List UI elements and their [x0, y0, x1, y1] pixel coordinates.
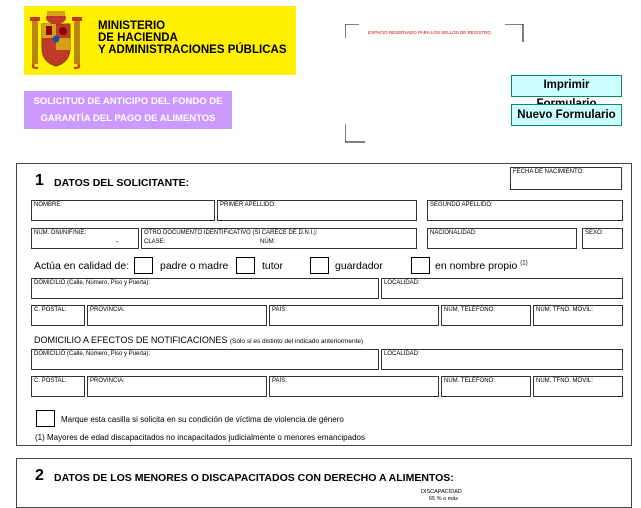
notifications-note: (Sólo si es distinto del indicado anteriormente) [229, 338, 364, 345]
notif-province-field[interactable] [87, 376, 267, 397]
country-field[interactable] [269, 305, 439, 326]
sex-label: SEXO: [585, 230, 604, 236]
phone-label: NÚM. TELÉFONO: [444, 307, 495, 313]
first-surname-label: PRIMER APELLIDO: [220, 202, 276, 208]
notif-province-label: PROVINCIA: [90, 378, 125, 384]
footnote: (1) Mayores de edad discapacitados no incapacitados judicialmente o menores emancipados [35, 433, 365, 442]
nationality-field[interactable] [427, 228, 577, 249]
notifications-heading [34, 335, 363, 345]
notif-address-label: DOMICILIO (Calle, Número, Piso y Puerta): [34, 351, 151, 357]
capacity-tutor-label: tutor [262, 260, 284, 272]
other-document-field[interactable] [141, 228, 417, 249]
notif-phone-field[interactable] [441, 376, 531, 397]
dni-field[interactable] [31, 228, 139, 249]
dni-label: NÚM. DNI/NIF/NIE: [34, 230, 86, 236]
gender-violence-checkbox[interactable] [36, 410, 55, 427]
notif-postal-code-field[interactable] [31, 376, 85, 397]
section-beneficiaries [16, 458, 632, 508]
capacity-guardian-checkbox[interactable] [310, 257, 329, 274]
ministry-line-2: DE HACIENDA [98, 32, 178, 44]
section-applicant-data [16, 163, 632, 446]
section-title: DATOS DEL SOLICITANTE: [54, 177, 190, 189]
address-field[interactable] [31, 278, 379, 299]
new-form-button[interactable]: Nuevo Formulario [511, 104, 622, 126]
notif-country-field[interactable] [269, 376, 439, 397]
disability-note: 65 % o más [429, 496, 459, 502]
postal-code-label: C. POSTAL: [34, 307, 67, 313]
notif-phone-label: NÚM. TELÉFONO: [444, 378, 495, 384]
coat-of-arms-icon [26, 8, 86, 73]
second-surname-label: SEGUNDO APELLIDO: [430, 202, 493, 208]
locality-field[interactable] [381, 278, 623, 299]
phone-field[interactable] [441, 305, 531, 326]
notif-postal-code-label: C. POSTAL: [34, 378, 67, 384]
form-title-line-1: SOLICITUD DE ANTICIPO DEL FONDO DE [33, 96, 223, 107]
capacity-self-footnote-ref: (1) [520, 260, 528, 267]
province-field[interactable] [87, 305, 267, 326]
disability-label: DISCAPACIDAD [421, 489, 462, 495]
nationality-label: NACIONALIDAD: [430, 230, 477, 236]
country-label: PAÍS: [272, 307, 287, 313]
capacity-parent-label: padre o madre [160, 260, 229, 272]
document-number-label: NÚM: [260, 239, 276, 245]
capacity-label: Actúa en calidad de: [34, 260, 130, 272]
second-surname-field[interactable] [427, 200, 623, 221]
ministry-name [98, 20, 287, 56]
address-label: DOMICILIO (Calle, Número, Piso y Puerta): [34, 280, 151, 286]
notifications-title: DOMICILIO A EFECTOS DE NOTIFICACIONES [34, 335, 228, 345]
first-name-label: NOMBRE: [34, 202, 63, 208]
ministry-line-1: MINISTERIO [98, 20, 166, 32]
capacity-parent-checkbox[interactable] [134, 257, 153, 274]
mobile-field[interactable] [533, 305, 623, 326]
first-name-field[interactable] [31, 200, 215, 221]
notif-locality-field[interactable] [381, 349, 623, 370]
locality-label: LOCALIDAD: [384, 280, 420, 286]
form-title-band [24, 91, 232, 129]
notif-country-label: PAÍS: [272, 378, 287, 384]
capacity-self-checkbox[interactable] [411, 257, 430, 274]
form-title-line-2: GARANTÍA DEL PAGO DE ALIMENTOS [40, 113, 216, 124]
ministry-line-3: Y ADMINISTRACIONES PÚBLICAS [98, 44, 287, 56]
notif-locality-label: LOCALIDAD: [384, 351, 420, 357]
postal-code-field[interactable] [31, 305, 85, 326]
notif-mobile-field[interactable] [533, 376, 623, 397]
capacity-self-label [435, 260, 528, 272]
section2-title: DATOS DE LOS MENORES O DISCAPACITADOS CON DERECHO A ALIMENTOS: [54, 472, 454, 484]
notif-address-field[interactable] [31, 349, 379, 370]
other-document-label: OTRO DOCUMENTO IDENTIFICATIVO (SI CARECE DE D.N.I.): [144, 230, 318, 236]
registry-stamp-frame [345, 24, 525, 144]
section-number: 1 [35, 172, 44, 189]
sex-field[interactable] [582, 228, 623, 249]
capacity-self-text: en nombre propio [435, 260, 518, 272]
section2-number: 2 [35, 467, 44, 484]
print-form-button[interactable]: Imprimir [511, 75, 622, 97]
dni-separator: - [116, 239, 119, 246]
first-surname-field[interactable] [217, 200, 417, 221]
gender-violence-label: Marque esta casilla si solicita en su condición de víctima de violencia de género [61, 415, 344, 424]
mobile-label: NÚM. TFNO. MÓVIL: [536, 307, 593, 313]
registry-stamp-label: ESPACIO RESERVADO PARA LOS SELLOS DE REGISTRO [368, 30, 491, 35]
birth-date-label: FECHA DE NACIMIENTO: [513, 169, 584, 175]
notif-mobile-label: NÚM. TFNO. MÓVIL: [536, 378, 593, 384]
capacity-guardian-label: guardador [335, 260, 383, 272]
birth-date-field[interactable] [510, 167, 622, 190]
province-label: PROVINCIA: [90, 307, 125, 313]
document-class-label: CLASE: [144, 239, 166, 245]
capacity-tutor-checkbox[interactable] [236, 257, 255, 274]
